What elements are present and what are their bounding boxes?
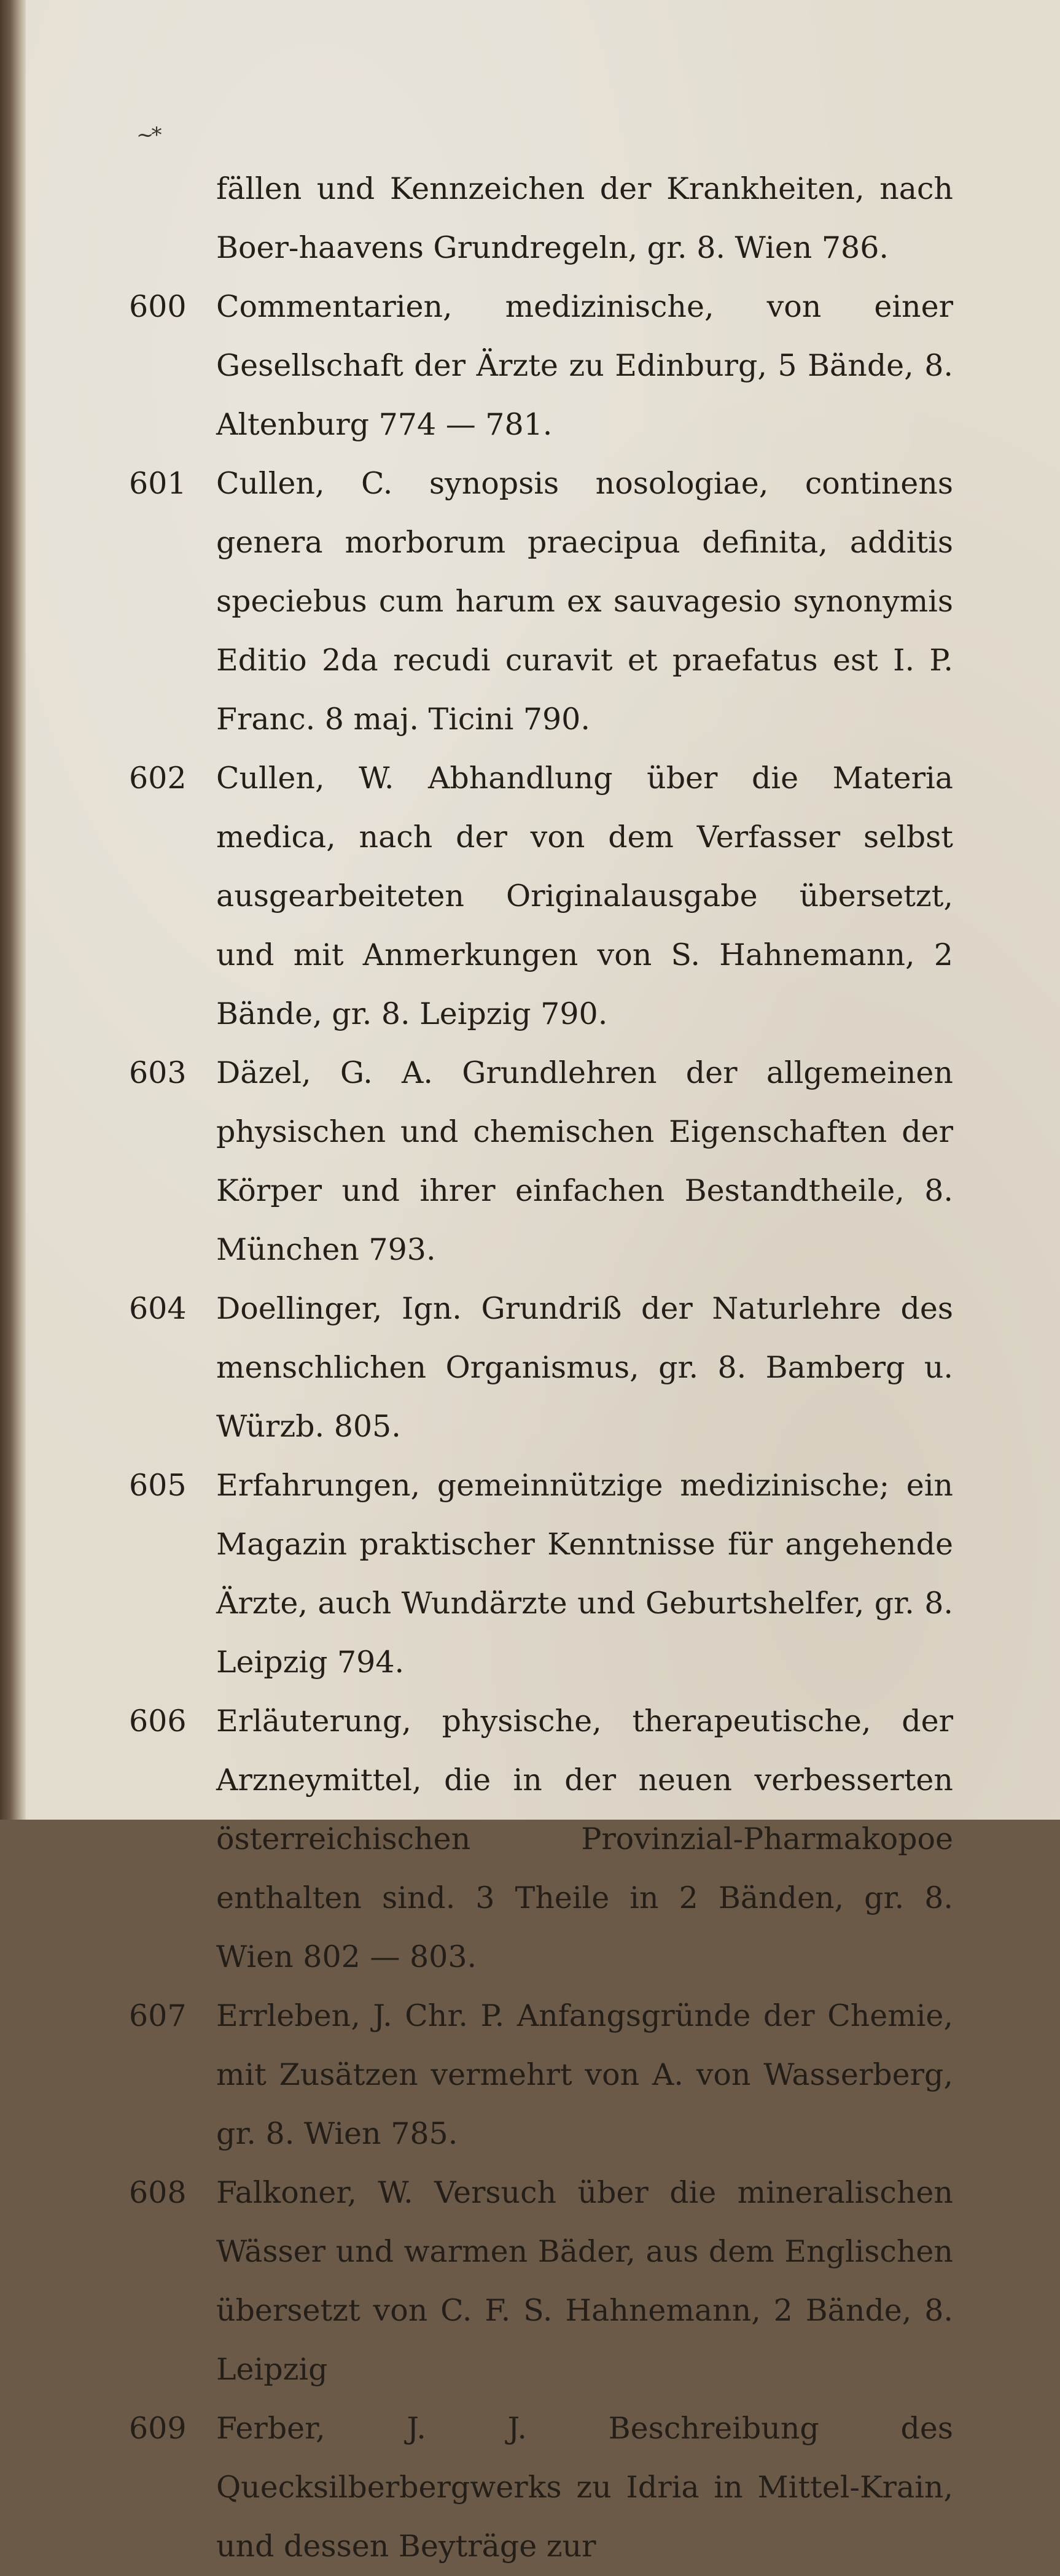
- catalogue-entry-603: [130, 1044, 953, 1279]
- entry-text: Erfahrungen, gemeinnützige medizinische; ein Magazin praktischer Kenntnisse für angehende Ärzte, auch Wundärzte und Geburtshelfer, gr. 8. Leipzig 794.: [216, 1468, 953, 1680]
- entry-text: Cullen, C. synopsis nosologiae, continens genera morborum praecipua definita, additis speciebus cum harum ex sauvagesio synonymis Editio 2da recudi curavit et praefatus est I. P. Franc. 8 maj. Ticini 790.: [216, 466, 953, 737]
- entry-number: 601: [129, 466, 187, 501]
- catalogue-entry-606: [130, 1692, 953, 1987]
- entry-text: Ferber, J. J. Beschreibung des Quecksilberbergwerks zu Idria in Mittel-Krain, und dessen Beyträge zur: [216, 2411, 953, 2564]
- catalogue-entry-607: [130, 1987, 953, 2163]
- entry-text: Erläuterung, physische, therapeutische, der Arzneymittel, die in der neuen verbesserten österreichischen Provinzial-Pharmakopoe enthalten sind. 3 Theile in 2 Bänden, gr. 8. Wien 802 — 803.: [216, 1704, 953, 1974]
- entry-text: Commentarien, medizinische, von einer Gesellschaft der Ärzte zu Edinburg, 5 Bände, 8. Altenburg 774 — 781.: [216, 289, 953, 442]
- entry-text: Falkoner, W. Versuch über die mineralischen Wässer und warmen Bäder, aus dem Englischen übersetzt von C. F. S. Hahnemann, 2 Bände, 8. Leipzig: [216, 2175, 953, 2387]
- catalogue-entry-608: [130, 2163, 953, 2399]
- catalogue-entry-continued: [130, 160, 953, 277]
- entry-text: Cullen, W. Abhandlung über die Materia medica, nach der von dem Verfasser selbst ausgearbeiteten Originalausgabe übersetzt, und mit Anmerkungen von S. Hahnemann, 2 Bände, gr. 8. Leipzig 790.: [216, 761, 953, 1031]
- catalogue-entry-601: [130, 454, 953, 749]
- book-binding-edge: [0, 0, 26, 1820]
- catalogue-entry-602: [130, 749, 953, 1044]
- entry-text: Doellinger, Ign. Grundriß der Naturlehre des menschlichen Organismus, gr. 8. Bamberg u. Würzb. 805.: [216, 1291, 953, 1444]
- catalogue-entry-604: [130, 1279, 953, 1456]
- entry-number: 603: [129, 1055, 187, 1090]
- entry-number: 607: [129, 1998, 187, 2033]
- catalogue-entry-600: [130, 277, 953, 454]
- catalogue-entry-605: [130, 1456, 953, 1692]
- entry-number: 606: [129, 1704, 187, 1739]
- entry-text: Däzel, G. A. Grundlehren der allgemeinen physischen und chemischen Eigenschaften der Körper und ihrer einfachen Bestandtheile, 8. München 793.: [216, 1055, 953, 1267]
- entry-number: 609: [129, 2411, 187, 2446]
- page-ornament: ~*: [136, 123, 160, 147]
- entry-text: fällen und Kennzeichen der Krankheiten, nach Boer-haavens Grundregeln, gr. 8. Wien 786.: [216, 171, 953, 265]
- entry-text: Errleben, J. Chr. P. Anfangsgründe der Chemie, mit Zusätzen vermehrt von A. von Wasserberg, gr. 8. Wien 785.: [216, 1998, 953, 2151]
- entry-number: 602: [129, 761, 187, 796]
- entry-number: 600: [129, 289, 187, 324]
- catalogue-entry-609: [130, 2399, 953, 2576]
- entry-number: 608: [129, 2175, 187, 2210]
- entry-number: 605: [129, 1468, 187, 1503]
- entry-number: 604: [129, 1291, 187, 1326]
- catalogue-text: [130, 160, 953, 2576]
